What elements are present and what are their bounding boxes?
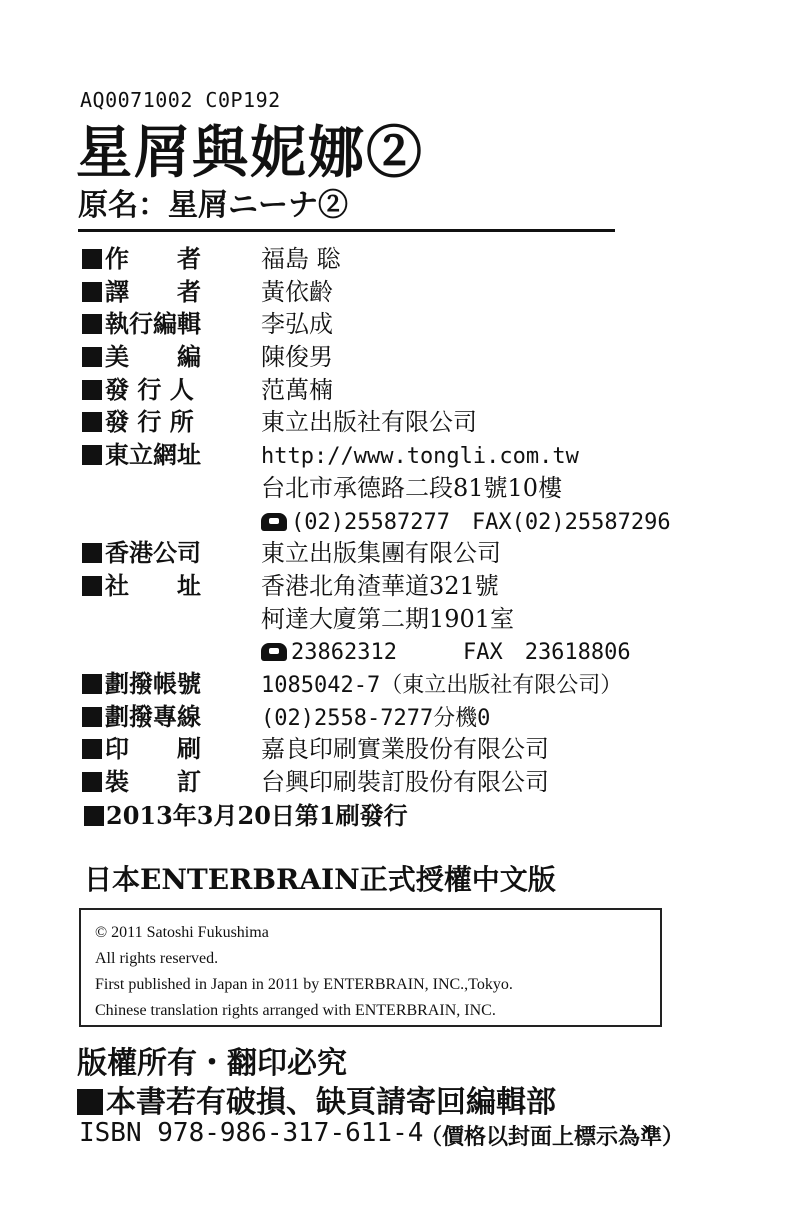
credit-value-text: 1085042-7（東立出版社有限公司） (261, 672, 623, 698)
isbn: ISBN 978-986-317-611-4 (79, 1118, 424, 1148)
credit-row (82, 406, 742, 439)
publish-date-text: 2013年3月20日第1刷發行 (106, 801, 408, 830)
credit-value (261, 733, 549, 765)
credit-value-text: http://www.tongli.com.tw (261, 444, 579, 470)
credit-label (82, 668, 201, 700)
credit-label (82, 406, 194, 438)
damage-notice-text: 本書若有破損、缺頁請寄回編輯部 (106, 1085, 556, 1120)
license-statement: 日本ENTERBRAIN正式授權中文版 (84, 863, 556, 896)
credit-value-text: 香港北角渣華道321號 (261, 571, 499, 600)
credit-row (82, 668, 742, 701)
credit-value-text: 福島 聡 (261, 245, 341, 273)
credit-label (82, 766, 201, 798)
credit-value (261, 603, 514, 635)
credit-value-text: 東立出版社有限公司 (261, 408, 477, 437)
credit-value (261, 505, 671, 539)
credit-value-text: 李弘成 (261, 310, 333, 339)
credit-label-text: 譯 者 (105, 276, 201, 306)
credit-label-text: 執行編輯 (105, 309, 201, 339)
credit-value-text: (02)25587277 FAX(02)25587296 (291, 509, 671, 535)
credit-label (82, 243, 201, 275)
credit-label-text: 劃撥帳號 (105, 668, 201, 698)
credit-value-text: 柯達大廈第二期1901室 (261, 604, 515, 633)
credit-label (82, 308, 201, 340)
rights-reserved: 版權所有・翻印必究 (77, 1046, 347, 1081)
credit-value (261, 537, 501, 569)
title-divider (78, 229, 615, 232)
credit-label (82, 341, 201, 373)
credit-row (82, 276, 742, 309)
original-title: 原名：星屑ニーナ② (78, 188, 348, 223)
credit-label-text: 裝 訂 (105, 767, 201, 796)
copyright-box (79, 908, 662, 1027)
square-bullet-icon (77, 1089, 103, 1115)
credit-row (82, 733, 742, 766)
square-bullet-icon (82, 380, 102, 400)
credit-row (82, 308, 742, 341)
square-bullet-icon (82, 739, 102, 759)
square-bullet-icon (82, 282, 102, 302)
damage-notice (77, 1077, 556, 1121)
credit-value (261, 701, 490, 735)
credit-label-text: 美 編 (105, 342, 201, 372)
credit-row (82, 374, 742, 407)
credit-value-text: 黃依齡 (261, 277, 333, 306)
credit-row (82, 570, 742, 603)
credit-label (82, 733, 201, 765)
credit-row (82, 635, 742, 668)
credit-label-text: 發 行 人 (105, 374, 194, 404)
credit-value-text: 陳俊男 (261, 343, 333, 372)
copyright-line: Chinese translation rights arranged with ENTERBRAIN, INC. (95, 1002, 496, 1019)
credit-label (82, 537, 201, 569)
square-bullet-icon (84, 806, 104, 826)
square-bullet-icon (82, 543, 102, 563)
credit-label-text: 作 者 (105, 244, 201, 273)
credit-row (82, 537, 742, 570)
credit-value-text: 23862312 FAX 23618806 (291, 640, 631, 666)
telephone-icon (261, 643, 287, 661)
credit-value-text: 東立出版集團有限公司 (261, 539, 501, 568)
credit-value (261, 341, 333, 373)
credit-value (261, 570, 499, 602)
credit-value-text: 台興印刷裝訂股份有限公司 (261, 768, 549, 796)
square-bullet-icon (82, 707, 102, 727)
credit-label (82, 439, 201, 471)
credit-row (82, 603, 742, 636)
credit-label-text: 香港公司 (105, 538, 201, 568)
square-bullet-icon (82, 576, 102, 596)
credit-label-text: 印 刷 (105, 734, 201, 764)
credit-row (82, 341, 742, 374)
square-bullet-icon (82, 772, 102, 792)
credit-label-text: 東立網址 (105, 440, 201, 470)
credit-value-text: 嘉良印刷實業股份有限公司 (261, 735, 549, 764)
credits-list (82, 243, 742, 799)
credit-value (261, 439, 579, 473)
credit-label-text: 發 行 所 (105, 407, 194, 437)
credit-value (261, 766, 549, 798)
price-note: （價格以封面上標示為準） (420, 1124, 685, 1150)
credit-value (261, 374, 333, 406)
credit-value (261, 276, 333, 308)
credit-row (82, 701, 742, 734)
credit-label (82, 374, 194, 406)
publish-date (84, 796, 408, 831)
credit-row (82, 766, 742, 799)
square-bullet-icon (82, 445, 102, 465)
credit-value (261, 472, 562, 504)
credit-value (261, 308, 333, 340)
copyright-line: © 2011 Satoshi Fukushima (95, 924, 269, 941)
product-code: AQ0071002 C0P192 (80, 88, 281, 112)
credit-value-text: (02)2558-7277分機0 (261, 705, 491, 731)
credit-row (82, 505, 742, 538)
copyright-line: First published in Japan in 2011 by ENTERBRAIN, INC.,Tokyo. (95, 976, 513, 993)
credit-label (82, 701, 201, 733)
credit-value-text: 台北市承德路二段81號10樓 (261, 473, 563, 502)
telephone-icon (261, 513, 287, 531)
square-bullet-icon (82, 314, 102, 334)
credit-label-text: 社 址 (105, 570, 201, 600)
credit-label (82, 570, 201, 602)
book-title: 星屑與妮娜② (76, 120, 424, 186)
credit-value (261, 406, 477, 438)
copyright-line: All rights reserved. (95, 950, 219, 967)
square-bullet-icon (82, 674, 102, 694)
credit-row (82, 439, 742, 472)
credit-value (261, 635, 631, 669)
credit-row (82, 243, 742, 276)
credit-label-text: 劃撥專線 (105, 701, 201, 731)
square-bullet-icon (82, 249, 102, 269)
credit-label (82, 276, 201, 308)
credit-value-text: 范萬楠 (261, 375, 333, 404)
credit-value (261, 668, 622, 702)
square-bullet-icon (82, 347, 102, 367)
credit-row (82, 472, 742, 505)
square-bullet-icon (82, 412, 102, 432)
credit-value (261, 243, 341, 275)
